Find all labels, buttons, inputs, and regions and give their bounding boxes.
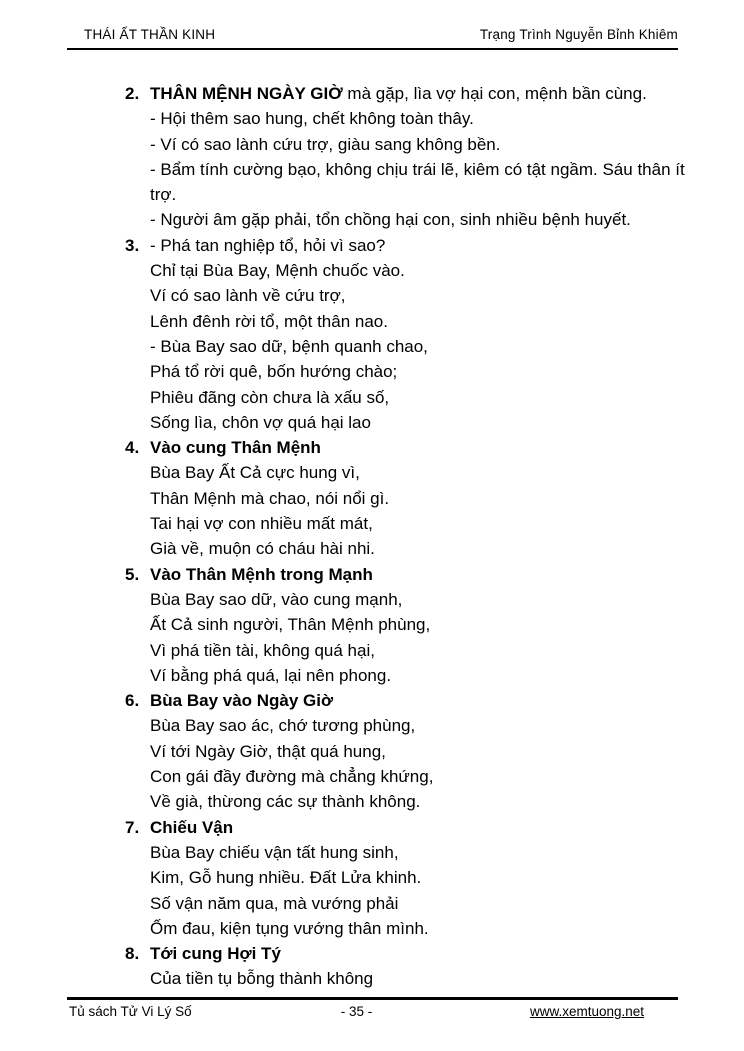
item-number: 3. (125, 235, 140, 255)
item-number: 4. (125, 438, 140, 458)
verse-line: Kim, Gỗ hung nhiều. Đất Lửa khinh. (150, 868, 422, 888)
verse-line: Về già, thừong các sự thành không. (150, 792, 421, 812)
footer-page-number: - 35 - (340, 1004, 373, 1019)
footer-series-title: Tủ sách Tử Vi Lý Số (69, 1004, 192, 1019)
item-body (150, 81, 685, 233)
item-heading-bold: Bùa Bay vào Ngày Giờ (150, 691, 334, 711)
item-heading-bold: Chiếu Vận (150, 817, 234, 837)
item-heading (150, 233, 685, 258)
verse-line: - Hội thêm sao hung, chết không toàn thây. (150, 109, 474, 129)
verse-line: Ví tới Ngày Giờ, thật quá hung, (150, 741, 386, 761)
header-book-title: THÁI ẤT THẦN KINH (84, 27, 216, 42)
verse-line: Bùa Bay sao dữ, vào cung mạnh, (150, 589, 403, 609)
verse-line: Tai hại vợ con nhiều mất mát, (150, 514, 373, 534)
list-item (125, 815, 685, 941)
item-heading (150, 81, 685, 106)
verse-line: Sống lìa, chôn vợ quá hại lao (150, 412, 371, 432)
verse-line: Chỉ tại Bùa Bay, Mệnh chuốc vào. (150, 261, 405, 281)
verse-line: - Bùa Bay sao dữ, bệnh quanh chao, (150, 336, 428, 356)
item-number: 6. (125, 691, 140, 711)
verse-line: Ví có sao lành về cứu trợ, (150, 286, 346, 306)
item-heading (150, 688, 685, 713)
item-heading-bold: Tới cung Hợi Tý (150, 944, 281, 964)
item-number: 7. (125, 817, 140, 837)
footer-divider (67, 997, 678, 1000)
verse-line: Bùa Bay Ất Cả cực hung vì, (150, 463, 360, 483)
verse-line: Bùa Bay sao ác, chớ tương phùng, (150, 716, 416, 736)
item-number: 5. (125, 564, 140, 584)
verse-line: - Người âm gặp phải, tổn chồng hại con, sinh nhiều bệnh huyết. (150, 210, 631, 230)
verse-line: Ất Cả sinh người, Thân Mệnh phùng, (150, 615, 431, 635)
item-body (150, 941, 685, 992)
list-item (125, 562, 685, 688)
website-link[interactable]: www.xemtuong.net (529, 1004, 645, 1019)
item-number: 8. (125, 944, 140, 964)
page-footer (67, 1004, 678, 1019)
item-heading (150, 562, 685, 587)
item-heading (150, 815, 685, 840)
verse-line: Con gái đầy đường mà chẳng khứng, (150, 767, 434, 787)
verse-line: Ví bằng phá quá, lại nên phong. (150, 665, 392, 685)
verse-line: Số vận năm qua, mà vướng phải (150, 893, 399, 913)
list-item (125, 688, 685, 814)
verse-line: Phiêu đãng còn chưa là xấu số, (150, 387, 390, 407)
item-body (150, 815, 685, 941)
verse-line: Của tiền tụ bỗng thành không (150, 969, 374, 989)
item-body (150, 562, 685, 688)
verse-line: Thân Mệnh mà chao, nói nổi gì. (150, 488, 390, 508)
item-heading-bold: Vào cung Thân Mệnh (150, 438, 321, 458)
verse-line: Bùa Bay chiếu vận tất hung sinh, (150, 842, 399, 862)
item-body (150, 233, 685, 435)
list-item (125, 81, 685, 233)
verse-line: Già về, muộn có cháu hài nhi. (150, 539, 375, 559)
list-item (125, 941, 685, 992)
item-heading (150, 435, 685, 460)
header-author: Trạng Trình Nguyễn Bỉnh Khiêm (479, 27, 678, 42)
verse-list (125, 81, 685, 992)
header-divider (67, 48, 678, 50)
list-item (125, 233, 685, 435)
verse-line: Phá tổ rời quê, bốn hướng chào; (150, 362, 398, 382)
item-heading-bold: Vào Thân Mệnh trong Mạnh (150, 564, 373, 584)
verse-line: - Ví có sao lành cứu trợ, giàu sang không bền. (150, 134, 501, 154)
verse-line: Ốm đau, kiện tụng vướng thân mình. (150, 918, 429, 938)
verse-line: - Bẩm tính cường bạo, không chịu trái lẽ, kiêm có tật ngầm. Sáu thân ít trợ. (150, 159, 685, 205)
item-heading (150, 941, 685, 966)
item-heading-rest: mà gặp, lìa vợ hại con, mệnh bần cùng. (342, 84, 647, 103)
verse-line: Vì phá tiền tài, không quá hại, (150, 640, 375, 660)
footer-link-wrap (372, 1004, 678, 1019)
page-header (67, 27, 678, 42)
list-item (125, 435, 685, 561)
item-body (150, 688, 685, 814)
item-body (150, 435, 685, 561)
item-heading-rest: - Phá tan nghiệp tổ, hỏi vì sao? (150, 235, 386, 255)
item-number: 2. (125, 84, 140, 103)
item-heading-bold: THÂN MỆNH NGÀY GIỜ (150, 84, 343, 103)
verse-line: Lênh đênh rời tổ, một thân nao. (150, 311, 388, 331)
